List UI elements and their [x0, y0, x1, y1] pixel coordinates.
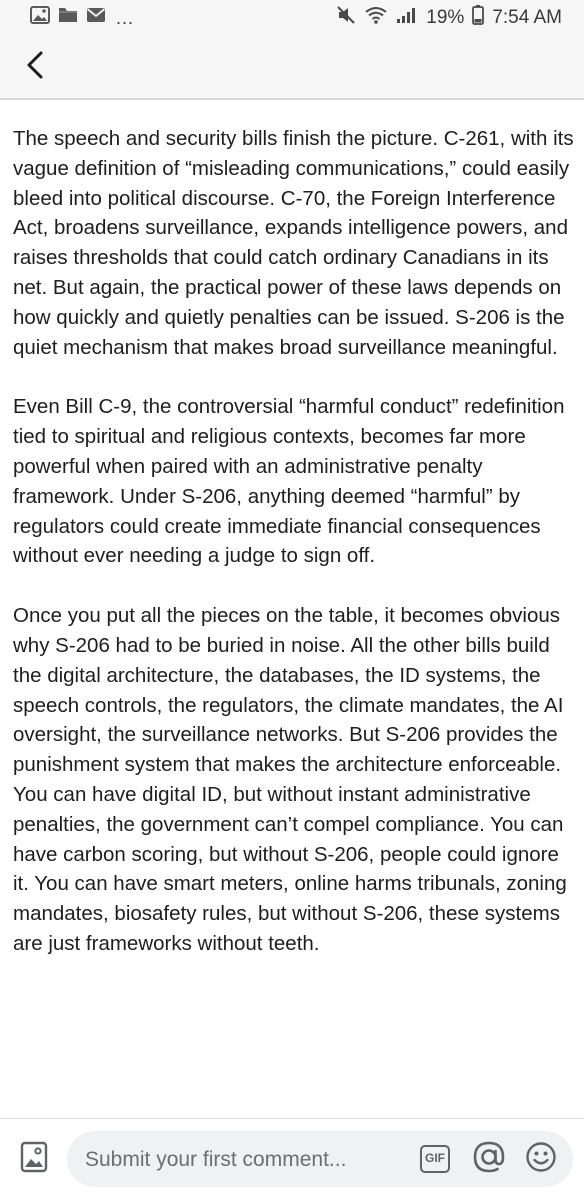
comment-input[interactable] — [83, 1139, 407, 1181]
chevron-left-icon — [24, 50, 46, 85]
nav-bar — [0, 36, 584, 98]
comment-bar — [0, 1119, 584, 1200]
back-button[interactable] — [18, 48, 52, 86]
image-icon — [30, 6, 50, 30]
emoji-button[interactable] — [523, 1141, 559, 1177]
post-body — [13, 124, 577, 959]
mute-icon — [336, 5, 356, 31]
status-system — [336, 5, 562, 31]
photo-button[interactable] — [18, 1141, 50, 1177]
post-paragraph: Once you put all the pieces on the table, it becomes obvious why S-206 had to be buried in noise. All the other bills build the digital architecture, the databases, the ID systems, the speech controls, the regulators, the climate mandates, the AI oversight, the surveillance networks. But S-206 provides the punishment system that makes the architecture enforceable. You can have digital ID, but without instant administrative penalties, the government can’t compel compliance. You can have carbon scoring, but without S-206, people could ignore it. You can have smart meters, online harms tribunals, zoning mandates, biosafety rules, but without S-206, these systems are just frameworks without teeth. — [13, 604, 567, 955]
mention-button[interactable] — [471, 1141, 507, 1177]
status-time: 7:54 AM — [492, 7, 562, 28]
at-sign-icon — [472, 1140, 506, 1179]
gif-button[interactable] — [417, 1141, 453, 1177]
gif-icon — [420, 1145, 450, 1173]
mail-icon — [86, 7, 106, 29]
photo-icon — [20, 1141, 48, 1178]
gif-label: GIF — [425, 1151, 445, 1165]
post-paragraph: Even Bill C-9, the controversial “harmful conduct” redefinition tied to spiritual and religious contexts, becomes far more powerful when paired with an administrative penalty framework. Under S-206, anything deemed “harmful” by regulators could create immediate financial consequences without ever needing a judge to sign off. — [13, 395, 565, 568]
nav-divider — [0, 98, 584, 100]
folder-icon — [58, 6, 78, 30]
battery-percent: 19% — [426, 7, 465, 28]
status-overflow: ... — [116, 7, 135, 28]
battery-icon — [472, 5, 484, 31]
signal-icon — [396, 6, 416, 30]
wifi-icon — [364, 5, 388, 31]
comment-input-container — [67, 1131, 573, 1187]
status-bar — [0, 0, 584, 36]
emoji-icon — [525, 1141, 557, 1178]
status-notifications — [30, 6, 134, 30]
post-paragraph: The speech and security bills finish the picture. C-261, with its vague definition of “misleading communications,” could easily bleed into political discourse. C-70, the Foreign Interference Act, broadens surveillance, expands intelligence powers, and raises thresholds that could catch ordinary Canadians in its net. But again, the practical power of these laws depends on how quickly and quietly penalties can be issued. S-206 is the quiet mechanism that makes broad surveillance meaningful. — [13, 127, 574, 359]
